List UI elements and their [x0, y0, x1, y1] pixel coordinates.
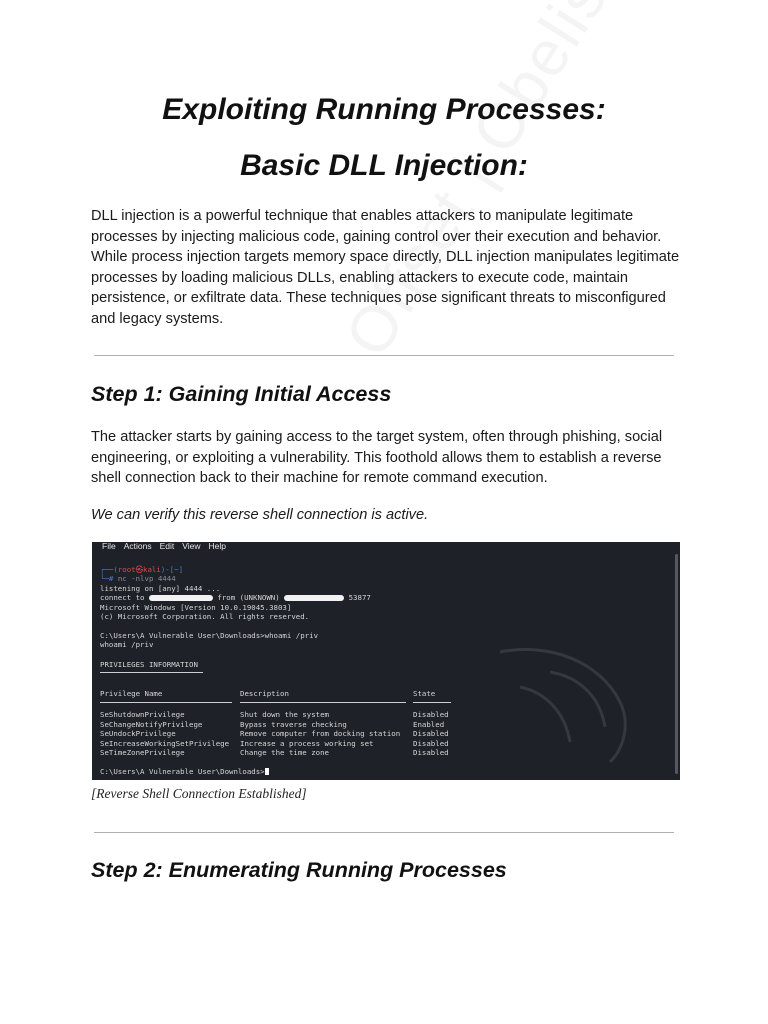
prompt-line-2: └─# nc -nlvp 4444 [100, 574, 176, 583]
command-line: C:\Users\A Vulnerable User\Downloads>whoami /priv [100, 631, 319, 640]
table-row: SeShutdownPrivilege [100, 710, 185, 719]
column-underline [240, 702, 406, 703]
windows-version-line: Microsoft Windows [Version 10.0.19045.3803] [100, 603, 292, 612]
connect-line: connect to from (UNKNOWN) 53877 [100, 593, 371, 602]
table-cell: Remove computer from docking station [240, 729, 401, 738]
listening-line: listening on [any] 4444 ... [100, 584, 221, 593]
menu-view: View [182, 542, 201, 551]
table-cell: Increase a process working set [240, 738, 374, 748]
table-row: SeIncreaseWorkingSetPrivilege [100, 738, 230, 748]
table-cell: Disabled [413, 710, 449, 719]
horizontal-divider [94, 355, 674, 356]
column-header-description: Description [240, 689, 289, 698]
column-header-state: State [413, 689, 436, 698]
table-cell: Bypass traverse checking [240, 719, 347, 729]
menu-edit: Edit [159, 542, 175, 551]
figure-caption: [Reverse Shell Connection Established] [91, 786, 307, 801]
table-row: SeUndockPrivilege [100, 729, 176, 738]
verify-paragraph: We can verify this reverse shell connection is active. [91, 507, 429, 523]
prompt-line-1: ┌──(root㉿kali)-[~] [100, 565, 184, 574]
page-subtitle: Basic DLL Injection: [240, 149, 528, 182]
menu-help: Help [208, 542, 226, 551]
terminal-menu-bar [102, 542, 234, 551]
privileges-header: PRIVILEGES INFORMATION [100, 660, 198, 669]
table-cell: Disabled [413, 748, 449, 757]
menu-file: File [102, 542, 116, 551]
copyright-line: (c) Microsoft Corporation. All rights reserved. [100, 612, 310, 621]
step2-heading: Step 2: Enumerating Running Processes [91, 858, 507, 882]
page-title: Exploiting Running Processes: [162, 93, 606, 126]
step1-heading: Step 1: Gaining Initial Access [91, 382, 392, 406]
echo-line: whoami /priv [100, 640, 154, 649]
table-cell: Disabled [413, 738, 449, 748]
column-underline [413, 702, 451, 703]
terminal-screenshot [92, 542, 680, 780]
table-row: SeTimeZonePrivilege [100, 748, 185, 757]
table-cell: Shut down the system [240, 710, 329, 719]
table-cell: Disabled [413, 729, 449, 738]
final-prompt-line: C:\Users\A Vulnerable User\Downloads> [100, 767, 269, 776]
menu-actions: Actions [123, 542, 152, 551]
step1-paragraph: The attacker starts by gaining access to the target system, often through phishing, social engineering, or exploiting a vulnerability. This foothold allows them to establish a reverse shell connection back to their machine for remote command execution. [91, 429, 663, 487]
column-header-row: Privilege Name [100, 689, 163, 698]
column-underline [100, 702, 232, 703]
redacted-ip [284, 595, 344, 601]
terminal-scrollbar [675, 554, 678, 774]
table-cell: Change the time zone [240, 748, 329, 757]
header-underline [100, 672, 203, 673]
intro-paragraph: DLL injection is a powerful technique that enables attackers to manipulate legitimate processes by injecting malicious code, gaining control over their execution and behavior. While process injection targets memory space directly, DLL injection manipulates legitimate processes by loading malicious DLLs, enabling attackers to execute code, maintain persistence, or exfiltrate data. These techniques pose significant threats to misconfigured and legacy systems. [91, 208, 680, 327]
redacted-ip [149, 595, 213, 601]
table-row: SeChangeNotifyPrivilege [100, 719, 203, 729]
terminal-cursor [265, 768, 269, 775]
horizontal-divider [94, 832, 674, 833]
kali-dragon-icon [490, 632, 640, 772]
table-cell: Enabled [413, 719, 445, 729]
